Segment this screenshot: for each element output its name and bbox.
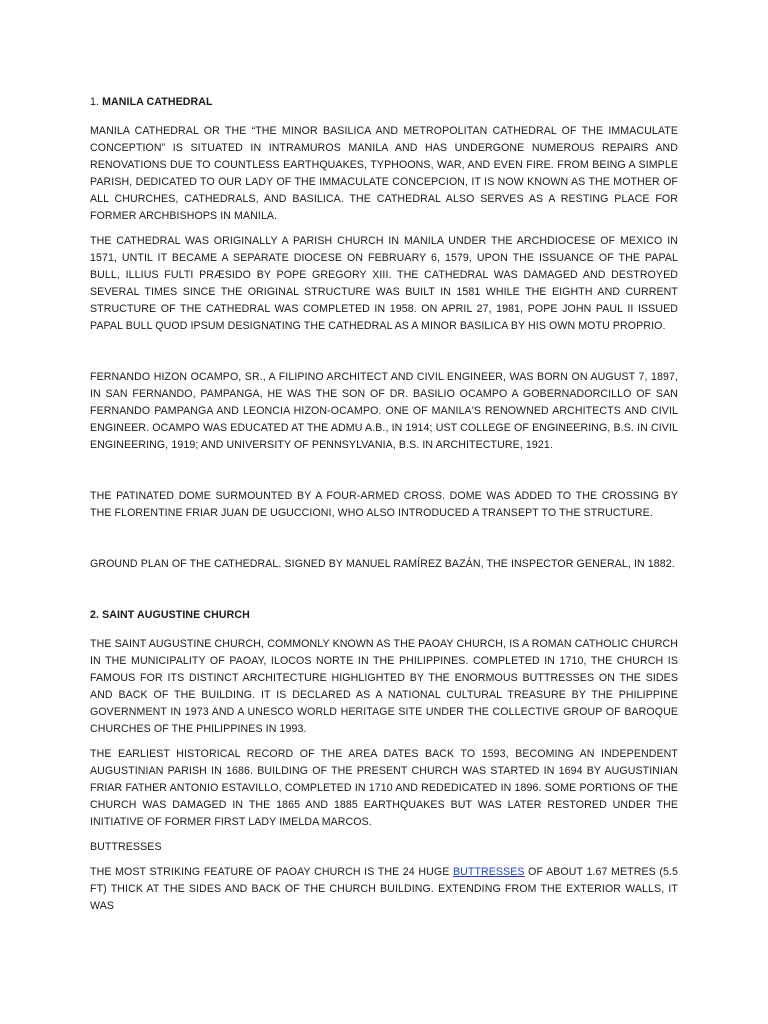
section-1-heading <box>90 94 678 111</box>
paragraph-paoay-intro: THE SAINT AUGUSTINE CHURCH, COMMONLY KNOWN AS THE PAOAY CHURCH, IS A ROMAN CATHOLIC CHURCH IN THE MUNICIPALITY OF PAOAY, ILOCOS NORTE IN THE PHILIPPINES. COMPLETED IN 1710, THE CHURCH IS FAMOUS FOR ITS DISTINCT ARCHITECTURE HIGHLIGHTED BY THE ENORMOUS BUTTRESSES ON THE SIDES AND BACK OF THE BUILDING. IT IS DECLARED AS A NATIONAL CULTURAL TREASURE BY THE PHILIPPINE GOVERNMENT IN 1973 AND A UNESCO WORLD HERITAGE SITE UNDER THE COLLECTIVE GROUP OF BAROQUE CHURCHES OF THE PHILIPPINES IN 1993. <box>90 638 678 735</box>
paragraph-paoay-history: THE EARLIEST HISTORICAL RECORD OF THE AREA DATES BACK TO 1593, BECOMING AN INDEPENDENT AUGUSTINIAN PARISH IN 1686. BUILDING OF THE PRESENT CHURCH WAS STARTED IN 1694 BY AUGUSTINIAN FRIAR FATHER ANTONIO ESTAVILLO, COMPLETED IN 1710 AND REDEDICATED IN 1896. SOME PORTIONS OF THE CHURCH WAS DAMAGED IN THE 1865 AND 1885 EARTHQUAKES BUT WAS LATER RESTORED UNDER THE INITIATIVE OF FORMER FIRST LADY IMELDA MARCOS. <box>90 748 678 828</box>
paragraph-ocampo: FERNANDO HIZON OCAMPO, SR., A FILIPINO ARCHITECT AND CIVIL ENGINEER, WAS BORN ON AUGUST 7, 1897, IN SAN FERNANDO, PAMPANGA, HE WAS THE SON OF DR. BASILIO OCAMPO A GOBERNADORCILLO OF SAN FERNANDO PAMPANGA AND LEONCIA HIZON-OCAMPO. ONE OF MANILA'S RENOWNED ARCHITECTS AND CIVIL ENGINEER. OCAMPO WAS EDUCATED AT THE ADMU A.B., IN 1914; UST COLLEGE OF ENGINEERING, B.S. IN CIVIL ENGINEERING, 1919; AND UNIVERSITY OF PENNSYLVANIA, B.S. IN ARCHITECTURE, 1921. <box>90 371 678 451</box>
paragraph-manila-history: THE CATHEDRAL WAS ORIGINALLY A PARISH CHURCH IN MANILA UNDER THE ARCHDIOCESE OF MEXICO IN 1571, UNTIL IT BECAME A SEPARATE DIOCESE ON FEBRUARY 6, 1579, UPON THE ISSUANCE OF THE PAPAL BULL, ILLIUS FULTI PRÆSIDO BY POPE GREGORY XIII. THE CATHEDRAL WAS DAMAGED AND DESTROYED SEVERAL TIMES SINCE THE ORIGINAL STRUCTURE WAS BUILT IN 1581 WHILE THE EIGHTH AND CURRENT STRUCTURE OF THE CATHEDRAL WAS COMPLETED IN 1958. ON APRIL 27, 1981, POPE JOHN PAUL II ISSUED PAPAL BULL QUOD IPSUM DESIGNATING THE CATHEDRAL AS A MINOR BASILICA BY HIS OWN MOTU PROPRIO. <box>90 235 678 332</box>
buttresses-text-after: OF ABOUT 1.67 METRES (5.5 FT) THICK AT THE SIDES AND BACK OF THE CHURCH BUILDING. EXTENDING FROM THE EXTERIOR WALLS, IT WAS <box>90 866 679 912</box>
section-1-number: 1. <box>90 96 100 108</box>
paragraph-manila-intro: MANILA CATHEDRAL OR THE “THE MINOR BASILICA AND METROPOLITAN CATHEDRAL OF THE IMMACULATE CONCEPTION” IS SITUATED IN INTRAMUROS MANILA AND HAS UNDERGONE NUMEROUS REPAIRS AND RENOVATIONS DUE TO COUNTLESS EARTHQUAKES, TYPHOONS, WAR, AND EVEN FIRE. FROM BEING A SIMPLE PARISH, DEDICATED TO OUR LADY OF THE IMMACULATE CONCEPCION, IT IS NOW KNOWN AS THE MOTHER OF ALL CHURCHES, CATHEDRALS, AND BASILICA. THE CATHEDRAL ALSO SERVES AS A RESTING PLACE FOR FORMER ARCHBISHOPS IN MANILA. <box>90 125 678 222</box>
subheading-buttresses: BUTTRESSES <box>90 841 162 853</box>
paragraph-dome: THE PATINATED DOME SURMOUNTED BY A FOUR-ARMED CROSS. DOME WAS ADDED TO THE CROSSING BY THE FLORENTINE FRIAR JUAN DE UGUCCIONI, WHO ALSO INTRODUCED A TRANSEPT TO THE STRUCTURE. <box>90 490 678 519</box>
buttresses-text-before: THE MOST STRIKING FEATURE OF PAOAY CHURCH IS THE 24 HUGE <box>90 866 453 878</box>
paragraph-buttresses <box>90 864 678 915</box>
section-2-heading: 2. SAINT AUGUSTINE CHURCH <box>90 609 250 621</box>
section-1-title: MANILA CATHEDRAL <box>102 96 213 108</box>
document-body <box>90 94 678 923</box>
buttresses-link[interactable]: BUTTRESSES <box>452 866 525 878</box>
paragraph-ground-plan: GROUND PLAN OF THE CATHEDRAL. SIGNED BY MANUEL RAMÍREZ BAZÁN, THE INSPECTOR GENERAL, IN 1882. <box>90 558 675 570</box>
